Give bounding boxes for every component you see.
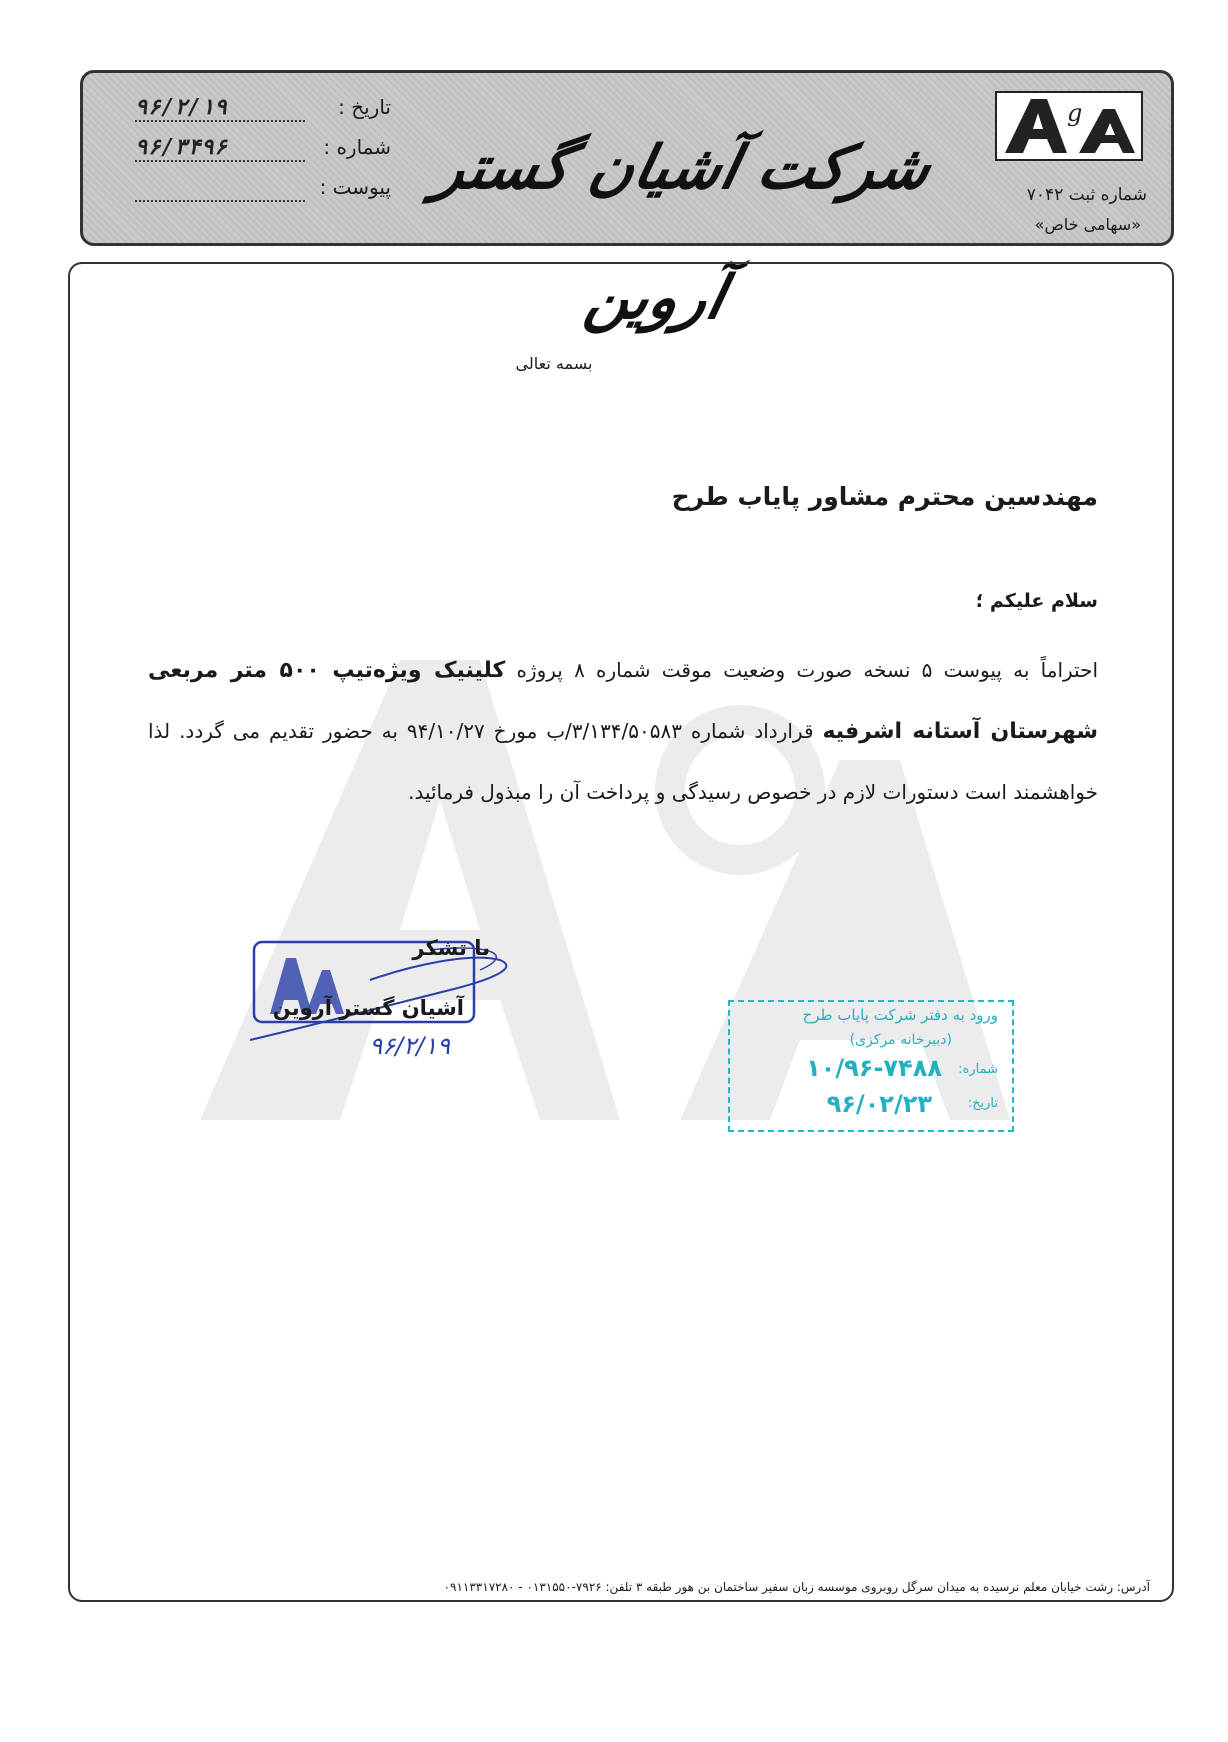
date-row	[111, 95, 391, 122]
greeting: سلام علیکم ؛	[975, 590, 1098, 612]
company-name: شرکت آشیان گستر آروین	[428, 133, 938, 333]
svg-text:g: g	[1067, 99, 1083, 127]
signature-thanks: با تشکر	[412, 936, 490, 960]
company-logo	[995, 91, 1143, 161]
number-row	[111, 135, 391, 162]
attachment-label: پیوست :	[319, 175, 391, 199]
stamp-date-label: تاریخ:	[967, 1096, 998, 1111]
signature-date: ۹۶/۲/۱۹	[369, 1032, 450, 1060]
letter-body	[148, 640, 1098, 822]
stamp-number-label: شماره:	[958, 1062, 998, 1077]
letterhead	[80, 70, 1174, 333]
date-value: ۹۶/۲/۱۹	[135, 95, 305, 122]
company-type: «سهامی خاص»	[1034, 215, 1141, 234]
recipient: مهندسین محترم مشاور پایاب طرح	[671, 482, 1098, 511]
stamp-line2: (دبیرخانه مرکزی)	[849, 1032, 952, 1048]
number-value: ۹۶/۳۴۹۶	[135, 135, 305, 162]
basmala: بسمه تعالی	[515, 354, 593, 373]
stamp-line1: ورود به دفتر شرکت پایاب طرح	[802, 1006, 998, 1024]
attachment-value	[135, 175, 305, 202]
date-label: تاریخ :	[338, 95, 391, 119]
project-name: کلینیک ویژه‌تیپ ۵۰۰ متر مربعی شهرستان آستانه اشرفیه	[148, 658, 1098, 744]
body-text-part1: احتراماً به پیوست ۵ نسخه صورت وضعیت موقت شماره ۸ پروژه	[505, 658, 1098, 682]
number-label: شماره :	[323, 135, 391, 159]
stamp-number-value: ۱۰/۹۶-۷۴۸۸	[806, 1054, 942, 1082]
attachment-row	[111, 175, 391, 202]
registration-number: شماره ثبت ۷۰۴۲	[1026, 185, 1147, 205]
reception-stamp	[728, 1000, 1014, 1132]
signature-company: آشیان گستر آروین	[272, 996, 464, 1020]
body-text-part2: قرارداد شماره ۳/۱۳۴/۵۰۵۸۳/ب مورخ ۹۴/۱۰/۲۷ به حضور تقدیم می گردد. لذا خواهشمند است دستورات لازم در خصوص رسیدگی و پرداخت آن را مبذول فرمائید.	[148, 719, 1098, 804]
footer-address: آدرس: رشت خیابان معلم نرسیده به میدان سرگل روبروی موسسه زبان سفیر ساختمان بن هور طبقه ۳ تلفن: ۷۹۲۶-۰۱۳۱۵۵۰ - ۰۹۱۱۳۳۱۷۲۸۰	[443, 1580, 1150, 1594]
signature-block	[250, 936, 530, 1060]
stamp-date-value: ۹۶/۰۲/۲۳	[826, 1090, 932, 1118]
